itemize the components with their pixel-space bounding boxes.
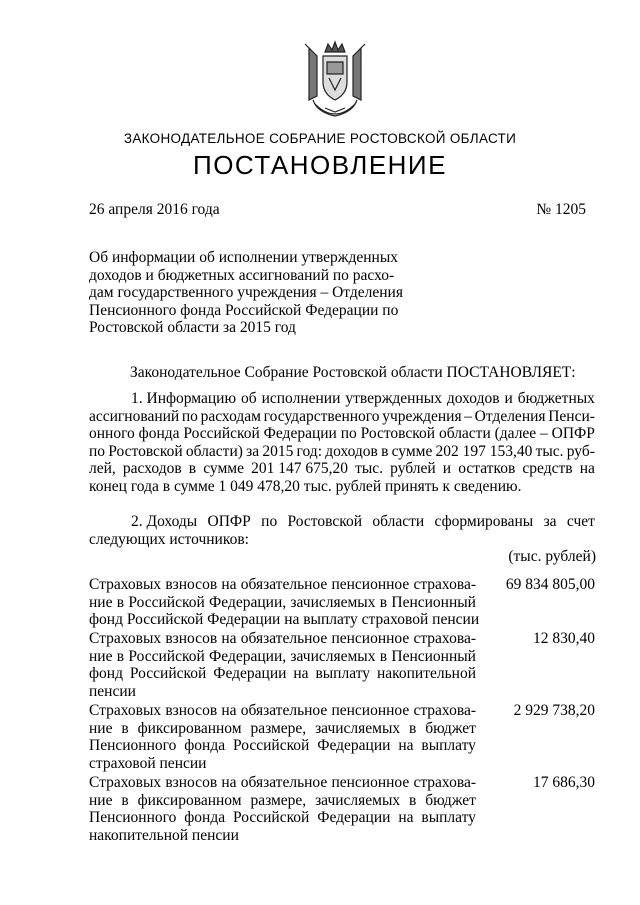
word: пенсионное	[331, 576, 410, 593]
word: ние	[89, 647, 113, 665]
word: Ростовской	[287, 513, 363, 530]
word: фиксированном	[137, 719, 242, 737]
word: Страховых	[89, 630, 162, 647]
word: Пенсионного	[89, 809, 177, 826]
subject-line: Об информации об исполнении утвержденных	[89, 249, 399, 266]
word: взносов	[165, 630, 218, 647]
word: области	[438, 425, 491, 442]
word: онного	[89, 425, 135, 442]
subject-line: дам государственного учреждения – Отделения	[89, 284, 403, 301]
word: расходам	[200, 407, 261, 425]
word: учреждения	[382, 407, 462, 425]
word: лей,	[89, 460, 116, 477]
word: в	[409, 791, 417, 809]
word: в	[121, 791, 129, 809]
word: накопительной пенсии	[89, 826, 239, 844]
word: области)	[185, 442, 243, 460]
word: ние	[89, 791, 113, 809]
word: Ростовской	[360, 425, 436, 442]
income-row-description	[89, 702, 476, 772]
paragraph-line	[89, 792, 476, 810]
paragraph-line	[89, 648, 476, 666]
paragraph-line	[89, 630, 476, 648]
paragraph-line	[89, 478, 595, 496]
word: по	[181, 407, 198, 425]
paragraph-line	[89, 755, 476, 773]
word: страхова-	[413, 702, 476, 719]
paragraph-line	[89, 513, 595, 531]
word: в	[188, 460, 197, 477]
word: Страховых	[89, 576, 162, 593]
word: на	[221, 630, 237, 647]
word: Российской	[128, 647, 205, 665]
word: в	[116, 593, 125, 611]
paragraph-line	[89, 531, 595, 549]
document-number: № 1205	[536, 201, 586, 218]
word: бюджет	[425, 791, 476, 809]
paragraph-line	[89, 774, 476, 792]
word: Федерации	[317, 737, 391, 754]
word: конец года в сумме 1 049 478,20 тыс. рублей принять к сведению.	[89, 477, 522, 495]
word: Пенсионный	[391, 593, 476, 611]
assembly-name: ЗАКОНОДАТЕЛЬНОЕ СОБРАНИЕ РОСТОВСКОЙ ОБЛАСТИ	[123, 131, 517, 146]
word: 201 147 675,20	[251, 460, 348, 477]
paragraph-line	[89, 425, 595, 443]
income-row-value: 17 686,30	[533, 774, 595, 791]
word: фонд	[89, 665, 123, 682]
word: Пенсионного	[89, 737, 177, 754]
income-row-description	[89, 630, 476, 700]
income-row-value: 12 830,40	[533, 630, 595, 647]
income-row-value: 69 834 805,00	[505, 576, 595, 593]
word: на	[221, 702, 237, 719]
word: остатков	[458, 460, 516, 477]
word: и	[504, 390, 513, 407]
word: в	[379, 593, 388, 611]
word: –	[464, 407, 472, 425]
word: обязательное	[240, 630, 328, 647]
paragraph-line	[89, 809, 476, 827]
word: выплату	[315, 665, 371, 682]
paragraph-line	[89, 576, 476, 594]
subject-line: Пенсионного фонда Российской Федерации по	[89, 301, 399, 319]
paragraph-line	[89, 460, 595, 478]
word: 2015	[262, 442, 294, 460]
word: фонд Российской Федерации на выплату страховой пенсии	[89, 611, 480, 628]
word: сумме	[391, 442, 433, 460]
word: в	[116, 647, 125, 665]
word: ассигнований	[89, 407, 180, 425]
word: выплату	[421, 809, 476, 826]
paragraph-line	[89, 443, 595, 461]
word: Федерации,	[209, 593, 287, 611]
paragraph-line	[89, 390, 595, 408]
word: фонда	[184, 809, 226, 826]
word: зачисляемых	[315, 719, 401, 737]
word: фиксированном	[137, 791, 242, 809]
paragraph-line	[89, 702, 476, 720]
unit-label: (тыс. рублей)	[508, 548, 596, 565]
income-row-description	[89, 576, 480, 629]
word: на	[398, 737, 414, 754]
paragraph-line	[89, 737, 476, 755]
word: страховой пенсии	[89, 754, 207, 772]
word: на	[221, 576, 237, 593]
word: бюджетных	[517, 390, 595, 407]
resolution-preamble: Законодательное Собрание Ростовской области ПОСТАНОВЛЯЕТ:	[130, 364, 576, 381]
word: Российской	[183, 425, 260, 442]
paragraph-line	[89, 665, 476, 683]
word: обязательное	[240, 576, 328, 593]
word: обязательное	[240, 774, 328, 791]
word: Российской	[129, 665, 207, 682]
word: Федерации,	[209, 647, 287, 665]
word: ОПФР	[551, 425, 595, 442]
word: ние	[89, 593, 113, 611]
word: ОПФР	[207, 513, 251, 530]
word: сформированы	[434, 513, 534, 530]
word: (далее	[494, 425, 537, 442]
word: ние	[89, 719, 113, 737]
word: пенсии	[89, 682, 136, 700]
word: зачисляемых	[315, 791, 401, 809]
word: размере,	[250, 719, 307, 737]
paragraph-item-1	[89, 390, 595, 495]
word: год:	[296, 442, 322, 460]
word: расходов	[122, 460, 182, 477]
document-date: 26 апреля 2016 года	[89, 201, 220, 218]
paragraph-line	[89, 720, 476, 738]
word: Российской	[232, 737, 310, 754]
coat-of-arms-icon	[295, 38, 375, 120]
word: 2. Доходы	[131, 513, 198, 530]
word: взносов	[165, 774, 218, 791]
word: зачисляемых	[290, 647, 376, 665]
document-subject	[89, 249, 409, 337]
word: обязательное	[240, 702, 328, 719]
word: по	[261, 513, 278, 530]
word: Российской	[128, 593, 205, 611]
word: взносов	[165, 576, 218, 593]
paragraph-line	[89, 594, 476, 612]
word: пенсионное	[331, 630, 410, 647]
word: по	[89, 442, 106, 460]
word: об	[241, 390, 257, 407]
word: фонда	[138, 425, 180, 442]
word: в	[409, 719, 417, 737]
word: на	[221, 774, 237, 791]
word: государственного	[263, 407, 380, 425]
word: Отделения	[474, 407, 546, 425]
word: Страховых	[89, 702, 162, 719]
word: Ростовской	[108, 442, 183, 460]
word: рублей	[390, 460, 436, 477]
word: за	[246, 442, 260, 460]
word: следующих источников:	[89, 530, 249, 548]
word: страхова-	[413, 774, 476, 791]
word: Российской	[232, 809, 310, 826]
paragraph-item-2	[89, 513, 595, 548]
word: по	[340, 425, 357, 442]
word: Страховых	[89, 774, 162, 791]
word: Федерации	[263, 425, 337, 442]
word: утвержденных	[345, 390, 442, 407]
word: тыс.	[535, 442, 564, 460]
word: Федерации	[213, 665, 287, 682]
word: выплату	[421, 737, 476, 754]
word: фонда	[184, 737, 226, 754]
word: тыс.	[355, 460, 384, 477]
word: на	[579, 460, 595, 477]
word: доходов	[446, 390, 500, 407]
word: в	[381, 442, 389, 460]
word: бюджет	[425, 719, 476, 737]
word: накопительной	[376, 665, 476, 682]
paragraph-line	[89, 683, 476, 701]
word: зачисляемых	[290, 593, 376, 611]
word: –	[540, 425, 548, 442]
paragraph-line	[89, 827, 476, 845]
word: счет	[566, 513, 595, 530]
word: за	[543, 513, 557, 530]
income-row-value: 2 929 738,20	[513, 702, 595, 719]
word: 1. Информацию	[131, 390, 237, 407]
income-row-description	[89, 774, 476, 844]
word: доходов	[325, 442, 378, 460]
word: пенсионное	[331, 774, 410, 791]
word: в	[121, 719, 129, 737]
word: руб-	[566, 442, 595, 460]
word: и	[442, 460, 452, 477]
word: на	[398, 809, 414, 826]
word: Федерации	[317, 809, 391, 826]
paragraph-line	[89, 408, 595, 426]
word: страхова-	[413, 576, 476, 593]
paragraph-line	[89, 611, 480, 629]
subject-line: доходов и бюджетных ассигнований по расхо-	[89, 266, 395, 284]
word: Пенси-	[548, 407, 595, 425]
word: в	[379, 647, 388, 665]
word: 202 197 153,40	[435, 442, 533, 460]
word: размере,	[250, 791, 307, 809]
word: области	[372, 513, 425, 530]
word: средств	[522, 460, 573, 477]
word: страхова-	[413, 630, 476, 647]
word: пенсионное	[331, 702, 410, 719]
word: Пенсионный	[391, 647, 476, 665]
word: на	[293, 665, 309, 682]
document-type-title: ПОСТАНОВЛЕНИЕ	[193, 150, 447, 180]
word: исполнении	[261, 390, 341, 407]
word: взносов	[165, 702, 218, 719]
word: сумме	[203, 460, 244, 477]
subject-line: Ростовской области за 2015 год	[89, 319, 296, 336]
